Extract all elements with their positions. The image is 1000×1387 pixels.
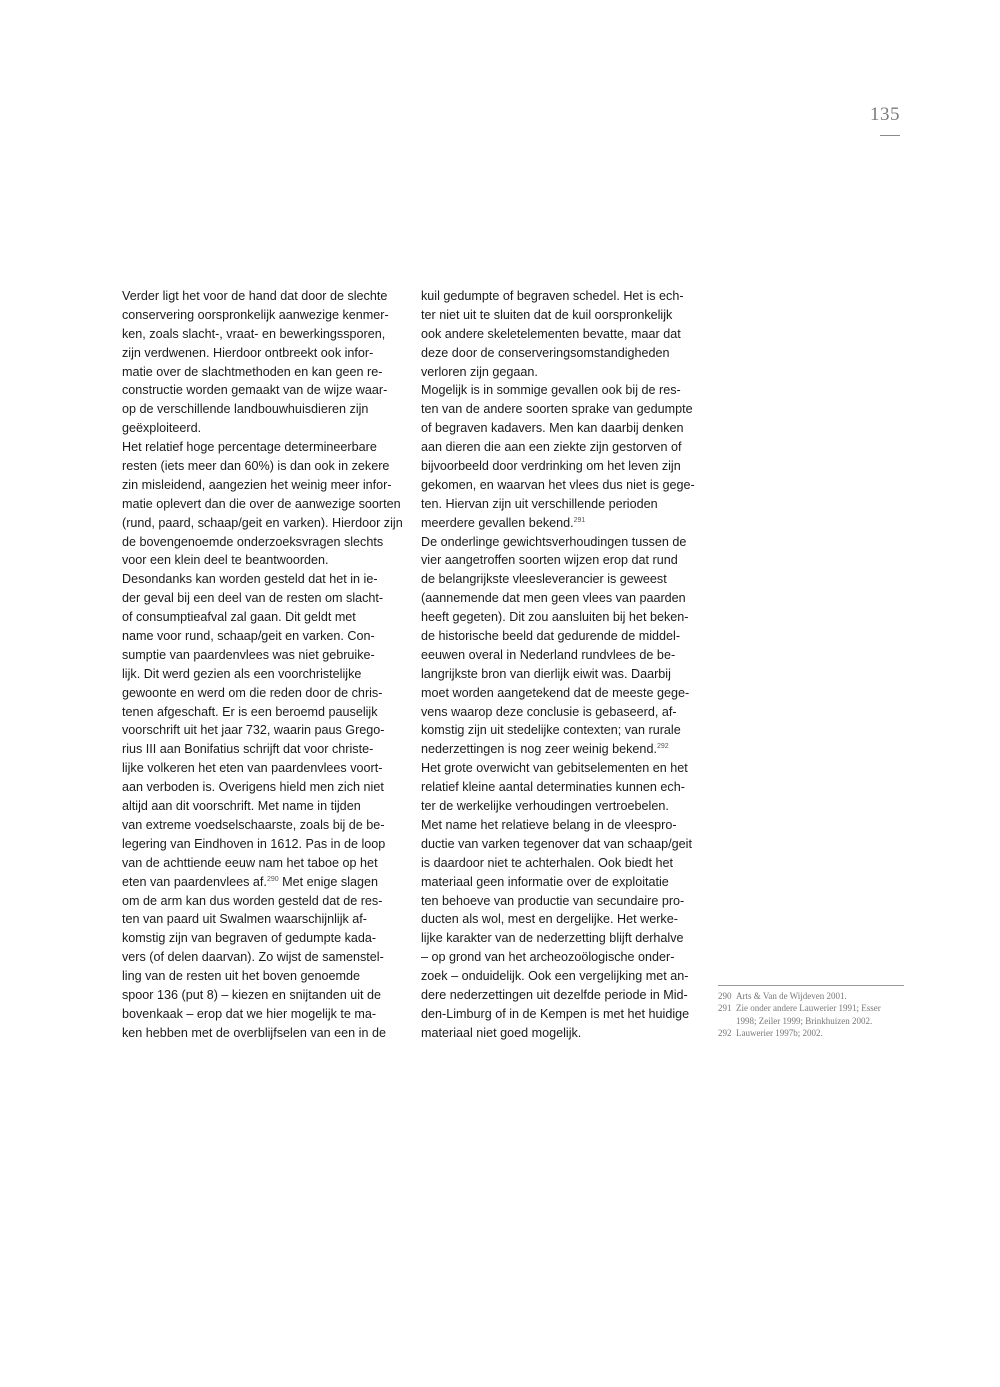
text-line: of begraven kadavers. Men kan daarbij denken [421,421,684,436]
text-line: Desondanks kan worden gesteld dat het in ie- [122,572,378,587]
text-line: ter niet uit te sluiten dat de kuil oorspronkelijk [421,307,673,322]
text-line: vier aangetroffen soorten wijzen erop dat rund [421,553,678,568]
footnote-291 [718,1002,904,1027]
text-line: resten (iets meer dan 60%) is dan ook in zekere [122,459,390,474]
text-line: Mogelijk is in sommige gevallen ook bij de res- [421,383,681,398]
text-fragment: Met enige slagen [278,874,379,889]
text-line: zoek – onduidelijk. Ook een vergelijking met an- [421,969,689,984]
text-line: is daardoor niet te achterhalen. Ook biedt het [421,855,674,870]
text-line: ducten als wol, mest en dergelijke. Het werke- [421,912,678,927]
text-line: relatief kleine aantal determinaties kunnen ech- [421,780,685,795]
text-line: op de verschillende landbouwhuisdieren zijn [122,402,369,417]
text-line: ten behoeve van productie van secundaire pro- [421,893,685,908]
text-line: name voor rund, schaap/geit en varken. Con- [122,629,375,644]
footnote-number: 290 [718,991,732,1001]
text-fragment: meerdere gevallen bekend. [421,515,574,530]
text-line: of consumptieafval zal gaan. Dit geldt met [122,610,356,625]
text-fragment: nederzettingen is nog zeer weinig bekend. [421,742,657,757]
footnote-text: 1998; Zeiler 1999; Brinkhuizen 2002. [736,1015,873,1026]
text-line: lijk. Dit werd gezien als een voorchristelijke [122,666,362,681]
footnote-number: 292 [718,1028,732,1039]
text-line: Verder ligt het voor de hand dat door de slechte [122,289,388,303]
text-line: Met name het relatieve belang in de vleespro- [421,817,677,832]
text-line: rius III aan Bonifatius schrijft dat voor christe- [122,742,374,757]
text-line: zijn verdwenen. Hierdoor ontbreekt ook infor- [122,345,374,360]
text-line: Het relatief hoge percentage determineerbare [122,440,377,455]
text-line: langrijkste bron van dierlijk eiwit was. Daarbij [421,666,671,681]
text-line: komstig zijn uit stedelijke contexten; van rurale [421,723,681,738]
footnote-ref-291: 291 [573,516,586,524]
text-line: spoor 136 (put 8) – kiezen en snijtanden uit de [122,987,382,1002]
text-line: de historische beeld dat gedurende de middel- [421,629,681,644]
text-line: moet worden aangetekend dat de meeste gege- [421,685,690,700]
footnote-ref-292: 292 [656,743,669,751]
text-line: den-Limburg of in de Kempen is met het huidige [421,1006,690,1021]
text-line: lijke volkeren het eten van paardenvlees voort- [122,761,383,776]
text-line: zin misleidend, aangezien het weinig meer infor- [122,477,392,492]
text-line: ten. Hiervan zijn uit verschillende perioden [421,496,658,511]
text-line: ductie van varken tegenover dat van schaap/geit [421,836,692,851]
footnotes [718,985,904,1040]
text-line: vens waarop deze conclusie is gebaseerd, af- [421,704,677,719]
text-line: de bovengenoemde onderzoeksvragen slechts [122,534,384,549]
text-line: matie oplevert dan die over de aanwezige soorten [122,496,401,511]
text-line: (rund, paard, schaap/geit en varken). Hierdoor zijn [122,515,403,530]
text-line: heeft gegeten). Dit zou aansluiten bij het beken- [421,610,689,625]
text-line: ten van paard uit Swalmen waarschijnlijk af- [122,912,367,927]
text-line: De onderlinge gewichtsverhoudingen tussen de [421,534,687,549]
text-line: geëxploiteerd. [122,421,202,436]
footnote-290 [718,990,904,1002]
text-line: gewoonte en werd om die reden door de chris- [122,685,383,700]
text-line: materiaal geen informatie over de exploitatie [421,874,669,889]
text-line: ook andere skeletelementen bevatte, maar dat [421,326,681,341]
text-line: der geval bij een deel van de resten om slacht- [122,591,384,606]
text-line: deze door de conserveringsomstandigheden [421,345,670,360]
text-line-with-footnote [122,873,407,892]
text-line: (aannemende dat men geen vlees van paarden [421,591,686,606]
page-number-rule [880,135,900,136]
text-line: conservering oorspronkelijk aanwezige kenmer- [122,307,389,322]
footnote-number: 291 [718,1003,732,1014]
text-line: aan verboden is. Overigens hield men zich niet [122,780,384,795]
text-line: eeuwen overal in Nederland rundvlees de be- [421,647,676,662]
page-number: 135 [870,104,900,125]
text-line: lijke karakter van de nederzetting blijft derhalve [421,931,684,946]
text-line: ter de werkelijke verhoudingen vertroebelen. [421,799,669,814]
text-line: constructie worden gemaakt van de wijze waar- [122,383,388,398]
text-line: legering van Eindhoven in 1612. Pas in de loop [122,836,386,851]
text-line: ken hebben met de overblijfselen van een in de [122,1025,386,1040]
footnote-292 [718,1027,904,1039]
text-line: bijvoorbeeld door verdrinking om het leven zijn [421,459,681,474]
text-line-with-footnote [421,740,706,759]
text-line: tenen afgeschaft. Er is een beroemd pauselijk [122,704,378,719]
text-line: van de achttiende eeuw nam het taboe op het [122,855,378,870]
text-line: de belangrijkste vleesleverancier is geweest [421,572,667,587]
text-line: ken, zoals slacht-, vraat- en bewerkingssporen, [122,326,386,341]
text-line-with-footnote [421,514,706,533]
text-line: kuil gedumpte of begraven schedel. Het is ech- [421,289,684,303]
text-fragment: eten van paardenvlees af. [122,874,267,889]
footnote-ref-290: 290 [266,875,279,883]
text-line: ten van de andere soorten sprake van gedumpte [421,402,693,417]
text-line: Het grote overwicht van gebitselementen en het [421,761,688,776]
footnote-text: Zie onder andere Lauwerier 1991; Esser [736,1003,881,1014]
text-line: aan dieren die aan een ziekte zijn gestorven of [421,440,682,455]
text-line: om de arm kan dus worden gesteld dat de res- [122,893,383,908]
text-line: sumptie van paardenvlees was niet gebruike- [122,647,375,662]
text-line: – op grond van het archeozoölogische onder- [421,950,675,965]
text-line: vers (of delen daarvan). Zo wijst de samenstel- [122,950,384,965]
text-line: komstig zijn van begraven of gedumpte kada- [122,931,377,946]
text-line: matie over de slachtmethoden en kan geen re- [122,364,383,379]
text-column-right [421,287,706,1043]
text-line: gekomen, en waarvan het vlees dus niet is gege- [421,477,695,492]
text-line: bovenkaak – erop dat we hier mogelijk te ma- [122,1006,377,1021]
text-line: dere nederzettingen uit dezelfde periode in Mid- [421,987,688,1002]
footnote-text: Lauwerier 1997b; 2002. [736,1028,823,1039]
text-line: van extreme voedselschaarste, zoals bij de be- [122,817,385,832]
text-line: materiaal niet goed mogelijk. [421,1025,582,1040]
text-line: verloren zijn gegaan. [421,364,538,379]
footnote-text: Arts & Van de Wijdeven 2001. [736,991,847,1001]
text-line: ling van de resten uit het boven genoemde [122,969,361,984]
text-line: altijd aan dit voorschrift. Met name in tijden [122,799,361,814]
text-line: voorschrift uit het jaar 732, waarin paus Grego- [122,723,385,738]
text-line: voor een klein deel te beantwoorden. [122,553,329,568]
text-column-left [122,287,407,1043]
